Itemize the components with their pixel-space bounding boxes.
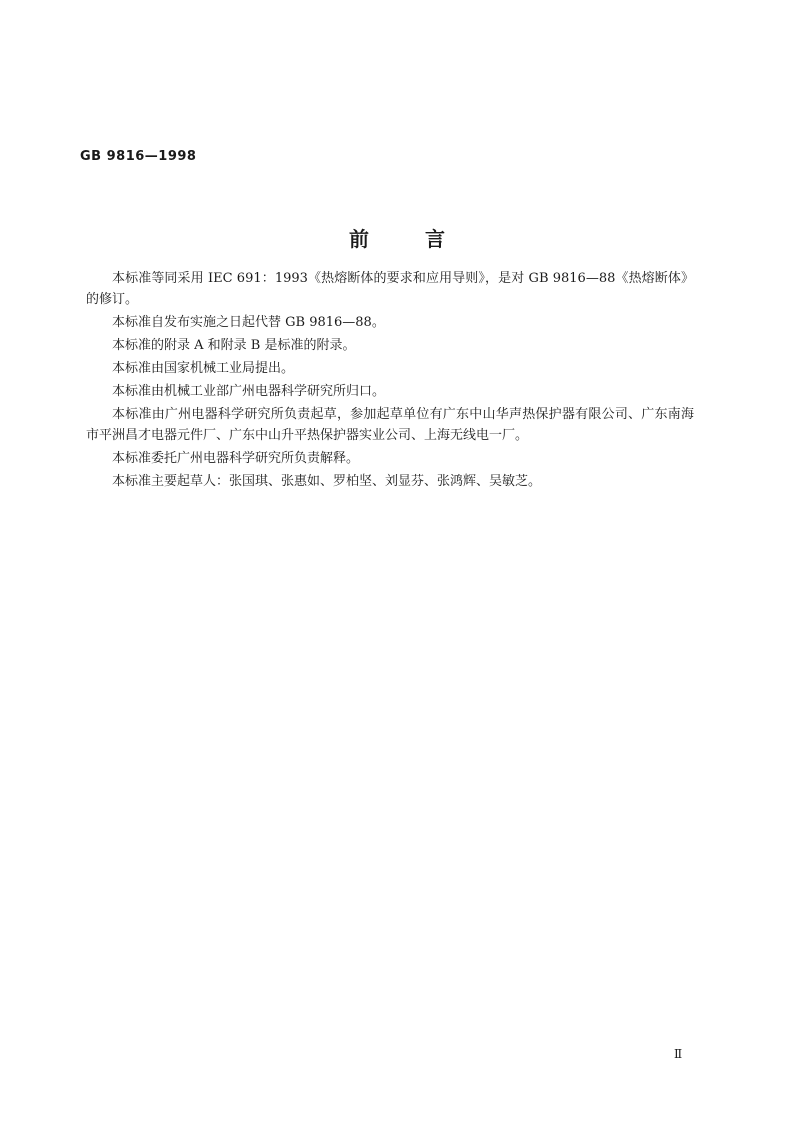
paragraph-proposer: 本标准由国家机械工业局提出。 [112, 361, 295, 376]
paragraph-drafters: 本标准主要起草人：张国琪、张惠如、罗柏坚、刘显芬、张鸿辉、吴敏芝。 [112, 474, 542, 489]
paragraph-annexes: 本标准的附录 A 和附录 B 是标准的附录。 [112, 338, 356, 353]
paragraph-drafting-units: 本标准由广州电器科学研究所负责起草，参加起草单位有广东中山华声热保护器有限公司、广东南海市平洲昌才电器元件厂、广东中山升平热保护器实业公司、上海无线电一厂。 [86, 407, 694, 443]
paragraph-adoption: 本标准等同采用 IEC 691：1993《热熔断体的要求和应用导则》，是对 GB 9816—88《热熔断体》的修订。 [86, 271, 694, 307]
foreword-body [86, 268, 694, 494]
paragraph-supersedes: 本标准自发布实施之日起代替 GB 9816—88。 [112, 315, 385, 330]
page-title-char-1: 前 [349, 227, 369, 251]
standard-code: GB 9816—1998 [80, 149, 197, 164]
page-number: Ⅱ [674, 1047, 683, 1061]
page-title-char-2: 言 [425, 227, 445, 251]
paragraph-administrator: 本标准由机械工业部广州电器科学研究所归口。 [112, 384, 386, 399]
page-title [0, 226, 794, 252]
paragraph-interpretation: 本标准委托广州电器科学研究所负责解释。 [112, 451, 360, 466]
